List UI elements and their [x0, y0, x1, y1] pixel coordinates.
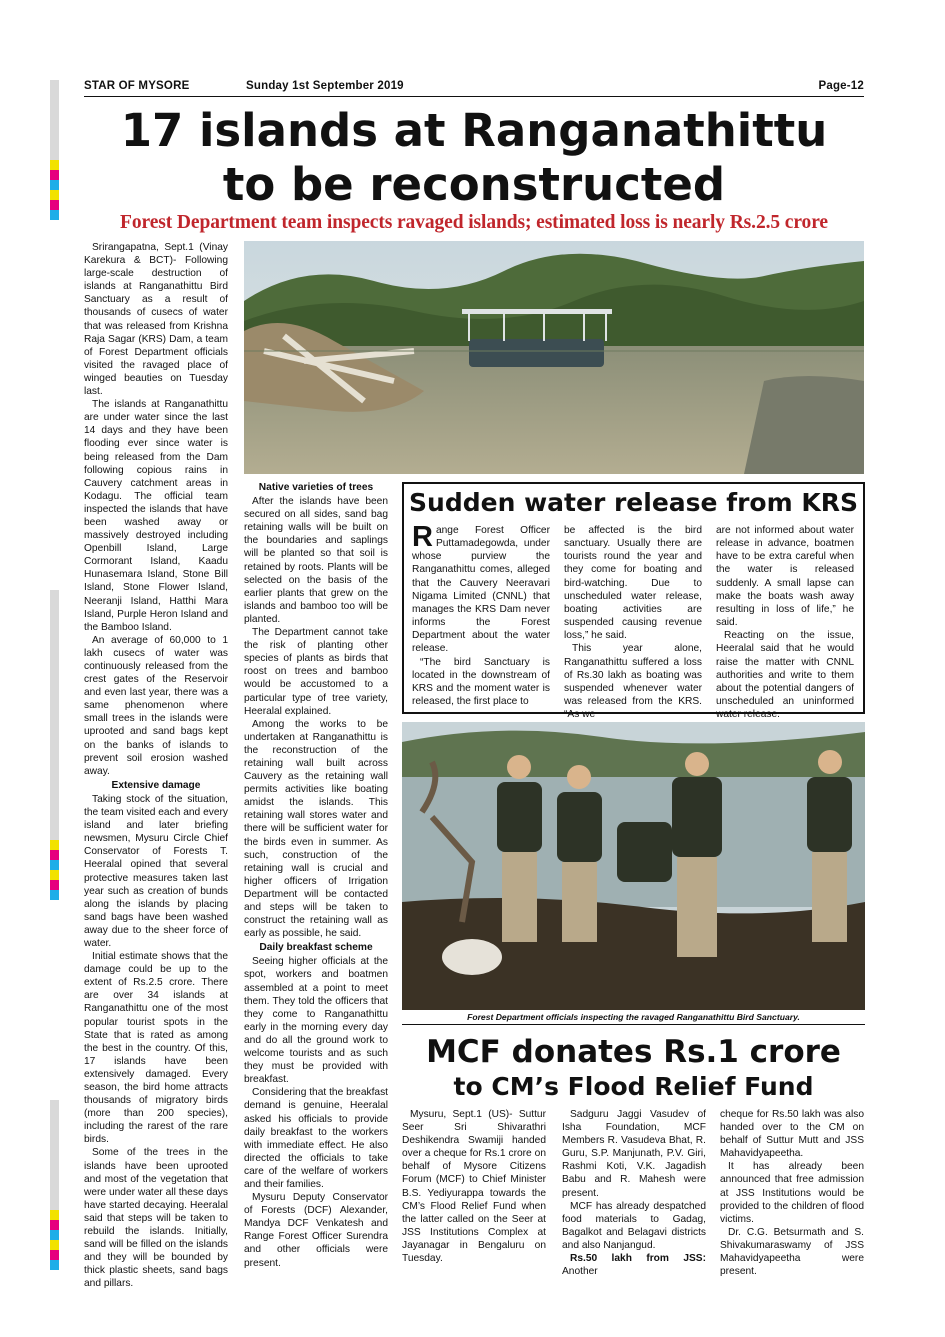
header-rule [84, 96, 864, 97]
river-boat-illustration [244, 241, 864, 474]
paragraph: It has already been announced that free admission at JSS Institutions would be provided to the children of flood victims. [720, 1161, 864, 1225]
paragraph: Mysuru, Sept.1 (US)- Suttur Seer Sri Shivarathri Deshikendra Swamiji handed over a cheque for Rs.1 crore on behalf of Mysore Citizens Forum (MCF) to Chief Minister B.S. Yediyurappa towards the CM’s Flood Relief Fund when the latter called on the Seer at JSS Institutions Complex at Jayanagar in Bengaluru on Tuesday. [402, 1109, 546, 1265]
main-story-column-1 [84, 241, 228, 1291]
paragraph: Considering that the breakfast demand is genuine, Heeralal asked his officials to provide daily breakfast to the workers with immediate effect. He also directed the officials to take care of the welfare of workers and their families. [244, 1087, 388, 1190]
page-number: Page-12 [818, 80, 864, 92]
mcf-column-2 [562, 1108, 706, 1278]
ranganathittu-river-photo [244, 241, 864, 474]
paragraph: Seeing higher officials at the spot, workers and boatmen assembled at a point to meet them. They told the officers that they come to Ranganathittu early in the morning every day and do all the ground work to welcome tourists and as such they must be provided with breakfast. [244, 956, 388, 1086]
main-headline-line1: 17 islands at Ranganathittu [120, 104, 828, 157]
officials-illustration [402, 722, 865, 1010]
box-column-3 [716, 524, 854, 721]
box-column-1 [412, 521, 550, 708]
paper-name: STAR OF MYSORE [84, 80, 190, 92]
paragraph: An average of 60,000 to 1 lakh cusecs of water was continuously released from the crest gates of the Reservoir and even last year, there was a same phenomenon where small trees in the islands were uprooted and sand bags kept on the banks of islands to prevent soil erosion washed away. [84, 634, 228, 777]
subheading-extensive-damage: Extensive damage [111, 779, 201, 791]
paragraph: The islands at Ranganathittu are under water since the last 14 days and they have been flooding ever since water is being released from the Dam following copious rains in Cauvery catchment areas in Kodagu. The official team inspected the islands that have been washed away or massively destroyed including Openbill Island, Large Cormorant Island, Kaadu Hunasemara Island, Stone Bill Island, Stone Flower Island, Neeranji Island, Hatthi Mara Island, Purple Heron Island and the Bamboo Island. [84, 399, 228, 633]
subheading-native-trees: Native varieties of trees [258, 482, 374, 493]
paragraph: Mysuru Deputy Conservator of Forests (DCF) Alexander, Mandya DCF Venkatesh and Range Forest Officer Surendra and other officials were present. [244, 1192, 388, 1269]
page-header [84, 80, 864, 94]
box-column-2 [564, 524, 702, 721]
main-subheadline: Forest Department team inspects ravaged islands; estimated loss is nearly Rs.2.5 crore [120, 212, 828, 233]
paragraph: Taking stock of the situation, the team visited each and every island and later briefing newsmen, Mysuru Circle Chief Conservator of Forests T. Heeralal opined that several protective measures taken last year such as creation of bunds along the islands by placing sand bags have been washed away due to the sheer force of water. [84, 793, 228, 949]
photo-caption: Forest Department officials inspecting the ravaged Ranganathittu Bird Sanctuary. [467, 1012, 800, 1022]
paragraph: Srirangapatna, Sept.1 (Vinay Karekura & BCT)- Following large-scale destruction of islands at Ranganathittu Bird Sanctuary as a result of thousands of cusecs of water that was released from Krishna Raja Sagar (KRS) Dam, a team of Forest Department officials visited the ravaged place of winged beauties on Tuesday last. [84, 242, 228, 398]
paragraph: Another [562, 1266, 598, 1278]
paragraph: Dr. C.G. Betsurmath and S. Shivakumaraswamy of JSS Mahavidyapeetha were present. [720, 1226, 864, 1278]
caption-rule [402, 1024, 865, 1025]
paragraph: Initial estimate shows that the damage could be up to the extent of Rs.2.5 crore. There are over 34 islands at Ranganathittu one of the most popular tourist spots in the State that is rated as among the best in the country. Of this, 17 islands have been extensively damaged. Every season, the bird home attracts thousands of migratory birds (more than 200 species), including the rarest of the rare birds. [84, 951, 228, 1146]
paragraph: MCF has already despatched food materials to Gadag, Bagalkot and Belagavi districts and also Nanjangud. [562, 1200, 706, 1251]
paragraph: be affected is the bird sanctuary. Usually there are tourists round the year and they come for boating and bird-watching. Due to unscheduled water release, boating activities are suspended causing revenue loss,” he said. [564, 525, 702, 642]
box-headline: Sudden water release from KRS [409, 488, 858, 517]
issue-date: Sunday 1st September 2019 [246, 80, 404, 92]
paragraph: Sadguru Jaggi Vasudev of Isha Foundation, MCF Members R. Vasudeva Bhat, R. Guru, S.P. Manjunath, P.V. Giri, Rashmi Koti, V.K. Jagadish Babu and R. Mahesh were present. [562, 1109, 706, 1199]
main-story-column-2 [244, 480, 388, 1270]
paragraph: ange Forest Officer Puttamadegowda, under whose purview the Ranganathittu comes, alleged that the Cauvery Neeravari Nigama Limited (CNNL) that manages the KRS Dam never informs the Forest Department about the water release. [412, 525, 550, 655]
mcf-headline-line2: to CM’s Flood Relief Fund [453, 1072, 814, 1101]
paragraph: Among the works to be undertaken at Ranganathittu is the reconstruction of the retaining wall built across Cauvery as the retaining wall permits activities like boating amidst the islands. This retaining wall stores water and there will be sufficient water for the birds even in summer. As such, construction of the retaining wall is crucial and higher officers of Irrigation Department will be contacted and steps will be taken to construct the retaining wall as early as possible, he said. [244, 718, 388, 940]
registration-marks-middle [50, 590, 59, 900]
officials-inspecting-photo [402, 722, 865, 1010]
drop-cap: R [412, 521, 433, 553]
mcf-subheading-jss: Rs.50 lakh from JSS: [570, 1253, 706, 1265]
subheading-breakfast-scheme: Daily breakfast scheme [259, 942, 373, 954]
registration-marks-bottom [50, 1100, 59, 1270]
paragraph: cheque for Rs.50 lakh was also handed over to the CM on behalf of Suttur Mutt and JSS Mahavidyapeetha. [720, 1109, 864, 1160]
paragraph: are not informed about water release in advance, boatmen have to be extra careful when the water is released suddenly. A small lapse can make the boats wash away resulting in loss of life,” he said. [716, 525, 854, 629]
paragraph: Reacting on the issue, Heeralal said that he would raise the matter with CNNL authorities and write to them about the potential dangers of unscheduled an uninformed water release. [716, 630, 854, 721]
krs-water-release-box [402, 482, 865, 721]
paragraph: This year alone, Ranganathittu suffered a loss of Rs.30 lakh as boating was suspended whenever water was released from the KRS. “As we [564, 643, 702, 721]
registration-marks-top [50, 80, 59, 220]
main-headline-line2: to be reconstructed [222, 158, 726, 211]
mcf-headline-line1: MCF donates Rs.1 crore [426, 1034, 841, 1070]
mcf-column-1 [402, 1108, 546, 1265]
mcf-column-3 [720, 1108, 864, 1278]
paragraph: “The bird Sanctuary is located in the downstream of KRS and the moment water is released, the first place to [412, 656, 550, 708]
paragraph: The Department cannot take the risk of planting other species of plants as birds that roost on trees and bamboo would be accustomed to a particular type of tree variety, Heeralal explained. [244, 627, 388, 717]
paragraph: After the islands have been secured on all sides, sand bag retaining walls will be built on the boundaries and saplings will be planted so that soil is retained by roots. Plants will be selected on the basis of the earlier plants that grew on the islands and bamboo too will be planted. [244, 496, 388, 625]
paragraph: Some of the trees in the islands have been uprooted and most of the vegetation that were under water all these days have started decaying. Heeralal said that steps will be taken to rebuild the islands. Initially, sand will be filled on the islands and they will be bounded by thick plastic sheets, sand bags and pillars. [84, 1147, 228, 1290]
